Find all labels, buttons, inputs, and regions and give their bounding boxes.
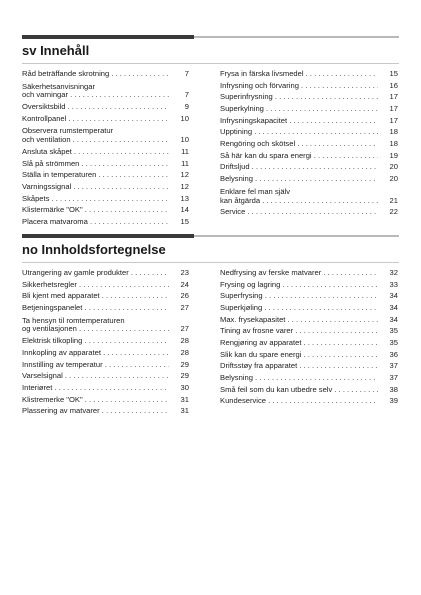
- toc-entry-title: och ventilation . . .: [22, 136, 169, 145]
- toc-entry: [220, 114, 398, 126]
- toc-page-number: 31: [180, 394, 189, 404]
- toc-page-number: 9: [184, 102, 189, 112]
- toc-entry: [220, 125, 398, 137]
- toc-entry-title: Service . . .: [220, 208, 378, 217]
- toc-entry-title: Placera matvaroma . . .: [22, 218, 169, 227]
- toc-entry: [22, 157, 189, 169]
- toc-column-left: [22, 67, 189, 227]
- toc-entry: [22, 204, 189, 216]
- toc-page-number: 17: [389, 103, 398, 113]
- toc-entry: [220, 313, 398, 325]
- toc-column-left: [22, 266, 189, 416]
- toc-entry-title: Varningssignal . . .: [22, 183, 169, 192]
- section-rule: [22, 234, 399, 238]
- toc-entry: [22, 112, 189, 124]
- toc-entry: [22, 289, 189, 301]
- toc-entry-title: Små feil som du kan utbedre selv . . .: [220, 386, 378, 395]
- toc-entry-title: Utrangering av gamle produkter . . .: [22, 269, 169, 278]
- toc-page-number: 28: [180, 347, 189, 357]
- toc-entry-title: Belysning . . .: [220, 374, 378, 383]
- toc-entry: [22, 124, 189, 146]
- section-heading: sv Innehåll: [22, 43, 90, 58]
- section-heading: no Innholdsfortegnelse: [22, 242, 166, 257]
- toc-entry-title: Rengjøring av apparatet . . .: [220, 339, 378, 348]
- toc-entry: [220, 395, 398, 407]
- toc-entry-title: Frysa in färska livsmedel . . .: [220, 70, 378, 79]
- toc-page-number: 10: [180, 113, 189, 123]
- toc-page-number: 35: [389, 338, 398, 348]
- toc-page-number: 11: [181, 158, 189, 168]
- toc-entry-title: Frysing og lagring . . .: [220, 281, 378, 290]
- toc-page-number: 17: [389, 92, 398, 102]
- toc-entry-title: Interiøret . . .: [22, 384, 169, 393]
- toc-column-right: [220, 266, 398, 406]
- toc-entry-title: Ansluta skåpet . . .: [22, 148, 169, 157]
- toc-page-number: 24: [180, 279, 189, 289]
- toc-entry-title: Slå på strömmen . . .: [22, 160, 169, 169]
- toc-page-number: 7: [184, 90, 189, 100]
- toc-page-number: 31: [180, 406, 189, 416]
- toc-entry-title: Sikkerhetsregler . . .: [22, 281, 169, 290]
- toc-entry-title: Översiktsbild . . .: [22, 103, 169, 112]
- toc-entry-title: Infrysningskapacitet . . .: [220, 117, 378, 126]
- toc-entry: [220, 301, 398, 313]
- toc-page-number: 20: [389, 162, 398, 172]
- toc-entry: [220, 184, 398, 206]
- toc-entry-title: Råd beträffande skrotning . . .: [22, 70, 169, 79]
- toc-entry-title: Plassering av matvarer . . .: [22, 407, 169, 416]
- toc-page-number: 35: [389, 326, 398, 336]
- toc-page-number: 11: [181, 146, 189, 156]
- toc-entry: [22, 278, 189, 290]
- toc-page-number: 30: [180, 382, 189, 392]
- toc-entry: [220, 324, 398, 336]
- toc-entry-title: Superkjøling . . .: [220, 304, 378, 313]
- toc-entry: [220, 90, 398, 102]
- toc-entry: [220, 161, 398, 173]
- toc-page-number: 29: [180, 371, 189, 381]
- toc-entry: [220, 172, 398, 184]
- toc-entry-title: Klistremerke "OK" . . .: [22, 396, 169, 405]
- toc-entry-title: Slik kan du spare energi . . .: [220, 351, 378, 360]
- toc-entry: [22, 369, 189, 381]
- toc-entry-title: og ventilasjonen . . .: [22, 325, 169, 334]
- toc-page-number: 19: [389, 150, 398, 160]
- toc-section-no: [22, 234, 399, 434]
- toc-entry-title: Nedfrysing av ferske matvarer . . .: [220, 269, 378, 278]
- section-rule: [22, 35, 399, 39]
- toc-page-number: 27: [180, 302, 189, 312]
- toc-entry: [22, 393, 189, 405]
- toc-entry: [220, 278, 398, 290]
- toc-entry-title: Elektrisk tilkopling . . .: [22, 337, 169, 346]
- toc-entry: [22, 266, 189, 278]
- toc-entry: [22, 168, 189, 180]
- toc-entry-title: Infrysning och förvaring . . .: [220, 82, 378, 91]
- toc-page-number: 34: [389, 314, 398, 324]
- toc-page-number: 15: [180, 217, 189, 227]
- toc-page-number: 37: [389, 373, 398, 383]
- toc-entry: [220, 205, 398, 217]
- toc-entry: [22, 67, 189, 79]
- heading-divider: [22, 262, 399, 263]
- toc-page-number: 29: [180, 359, 189, 369]
- toc-entry-title: Enklare fel man själv: [220, 187, 291, 196]
- toc-page-number: 10: [180, 135, 189, 145]
- toc-page-number: 20: [389, 174, 398, 184]
- toc-entry-title: Superinfrysning . . .: [220, 93, 378, 102]
- toc-page-number: 34: [389, 302, 398, 312]
- toc-page-number: 26: [180, 291, 189, 301]
- toc-page-number: 17: [389, 115, 398, 125]
- toc-entry: [220, 371, 398, 383]
- toc-page-number: 38: [389, 384, 398, 394]
- toc-page-number: 13: [180, 193, 189, 203]
- toc-entry-title: Superkylning . . .: [220, 105, 378, 114]
- toc-page-number: 32: [389, 267, 398, 277]
- toc-entry-title: Ta hensyn til romtemperaturen: [22, 316, 125, 325]
- toc-entry: [22, 180, 189, 192]
- toc-page-number: 12: [180, 170, 189, 180]
- toc-entry-title: Säkerhetsanvisningar: [22, 82, 96, 91]
- toc-entry-title: Skåpets . . .: [22, 195, 169, 204]
- toc-entry-title: Belysning . . .: [220, 175, 378, 184]
- toc-page-number: 16: [389, 80, 398, 90]
- toc-entry: [22, 358, 189, 370]
- toc-page-number: 18: [389, 127, 398, 137]
- toc-entry: [22, 334, 189, 346]
- toc-entry: [220, 336, 398, 348]
- toc-entry-title: Bli kjent med apparatet . . .: [22, 292, 169, 301]
- toc-entry: [22, 215, 189, 227]
- toc-page-number: 23: [180, 267, 189, 277]
- toc-entry-title: Innstilling av temperatur . . .: [22, 361, 169, 370]
- toc-page-number: 33: [389, 279, 398, 289]
- toc-entry-title: Varselsignal . . .: [22, 372, 169, 381]
- toc-page-number: 22: [389, 207, 398, 217]
- toc-page-number: 12: [180, 182, 189, 192]
- toc-column-right: [220, 67, 398, 217]
- toc-page-number: 34: [389, 291, 398, 301]
- toc-page-number: 39: [389, 396, 398, 406]
- toc-page-number: 36: [389, 349, 398, 359]
- toc-entry-title: Driftsstøy fra apparatet . . .: [220, 362, 378, 371]
- toc-entry: [22, 192, 189, 204]
- toc-entry: [22, 346, 189, 358]
- toc-page-number: 7: [184, 68, 189, 78]
- toc-entry-title: Observera rumstemperatur: [22, 127, 114, 136]
- toc-entry: [220, 266, 398, 278]
- toc-entry: [22, 313, 189, 335]
- toc-entry: [220, 383, 398, 395]
- toc-entry: [22, 79, 189, 101]
- toc-section-sv: [22, 35, 399, 235]
- toc-entry: [220, 102, 398, 114]
- toc-entry-title: Driftsljud . . .: [220, 163, 378, 172]
- toc-entry-title: Betjeningspanelet . . .: [22, 304, 169, 313]
- toc-entry: [220, 79, 398, 91]
- toc-entry-title: Kundeservice . . .: [220, 397, 378, 406]
- heading-divider: [22, 63, 399, 64]
- toc-entry: [220, 360, 398, 372]
- toc-entry: [22, 145, 189, 157]
- toc-entry: [220, 67, 398, 79]
- toc-entry: [22, 301, 189, 313]
- toc-page-number: 15: [389, 68, 398, 78]
- toc-entry: [220, 348, 398, 360]
- toc-entry-title: Max. frysekapasitet . . .: [220, 316, 378, 325]
- toc-page-number: 21: [389, 195, 398, 205]
- toc-entry: [220, 149, 398, 161]
- toc-entry-title: och varningar . . .: [22, 91, 169, 100]
- toc-page-number: 18: [389, 139, 398, 149]
- toc-page-number: 14: [180, 205, 189, 215]
- toc-page-number: 37: [389, 361, 398, 371]
- toc-entry-title: Upptining . . .: [220, 128, 378, 137]
- toc-entry-title: kan åtgärda . . .: [220, 197, 378, 206]
- toc-entry-title: Ställa in temperaturen . . .: [22, 171, 169, 180]
- toc-entry-title: Tining av frosne varer . . .: [220, 327, 378, 336]
- toc-entry: [22, 100, 189, 112]
- toc-page-number: 28: [180, 336, 189, 346]
- toc-entry-title: Rengöring och skötsel . . .: [220, 140, 378, 149]
- toc-page-number: 27: [180, 324, 189, 334]
- toc-entry: [220, 137, 398, 149]
- toc-entry: [22, 381, 189, 393]
- toc-entry: [22, 404, 189, 416]
- toc-entry-title: Innkopling av apparatet . . .: [22, 349, 169, 358]
- toc-entry-title: Superfrysing . . .: [220, 292, 378, 301]
- toc-entry: [220, 289, 398, 301]
- toc-entry-title: Kontrollpanel . . .: [22, 115, 169, 124]
- toc-entry-title: Så här kan du spara energi . . .: [220, 152, 378, 161]
- toc-entry-title: Klistermärke "OK" . . .: [22, 206, 169, 215]
